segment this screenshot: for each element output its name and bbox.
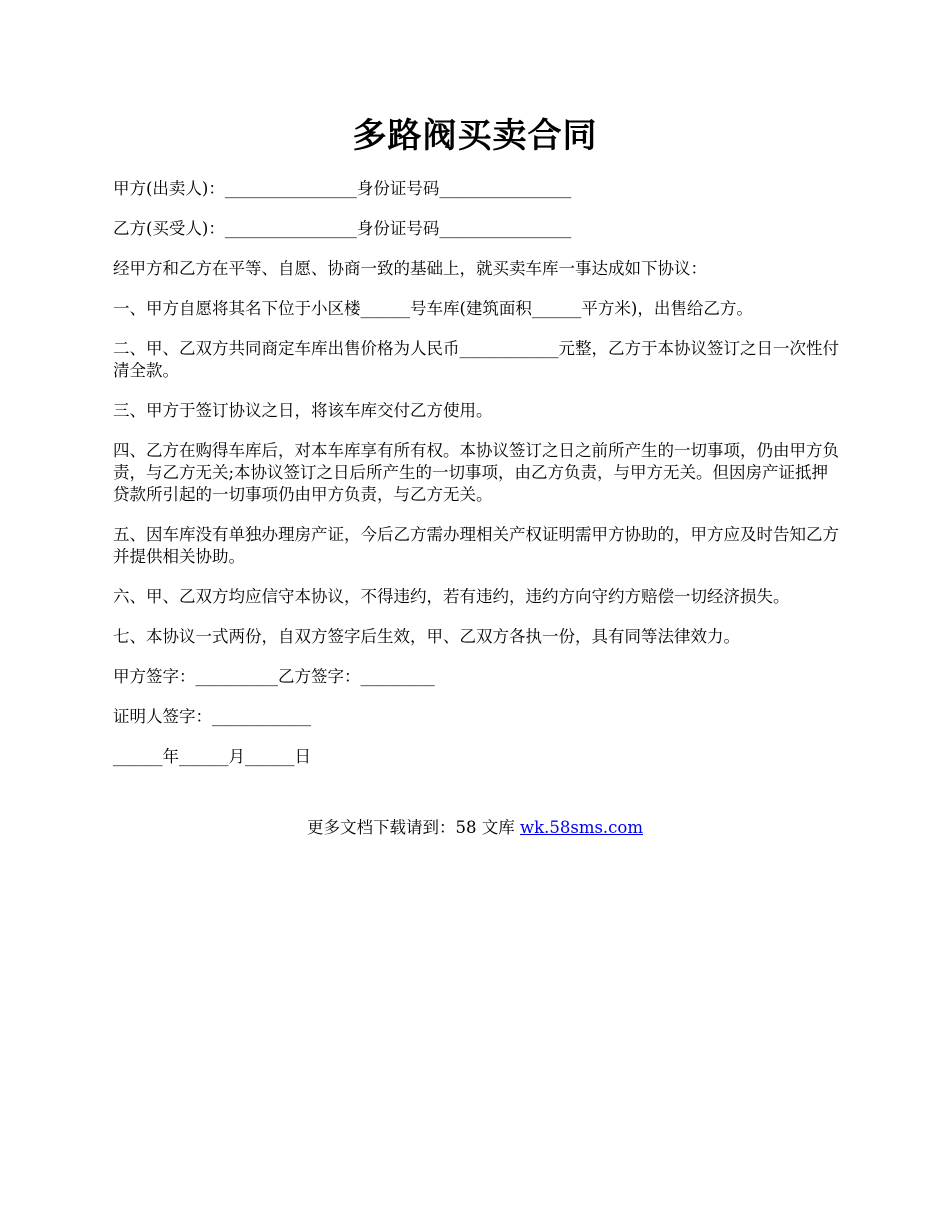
clause-7: 七、本协议一式两份，自双方签字后生效，甲、乙双方各执一份，具有同等法律效力。 — [113, 627, 740, 646]
clause-1: 一、甲方自愿将其名下位于小区楼______号车库(建筑面积______平方米)，出售给乙方。 — [113, 299, 753, 318]
footer-link[interactable]: wk.58sms.com — [519, 818, 643, 837]
clause-4: 四、乙方在购得车库后，对本车库享有所有权。本协议签订之日之前所产生的一切事项，仍由甲方负责，与乙方无关;本协议签订之日后所产生的一切事项，由乙方负责，与甲方无关。但因房产证抵押贷款所引起的一切事项仍由甲方负责，与乙方无关。 — [113, 441, 839, 504]
document-body — [113, 178, 841, 786]
clause-5: 五、因车库没有单独办理房产证，今后乙方需办理相关产权证明需甲方协助的，甲方应及时告知乙方并提供相关协助。 — [113, 525, 839, 566]
party-a-line: 甲方(出卖人)：________________身份证号码________________ — [113, 179, 572, 198]
witness-line: 证明人签字：____________ — [113, 707, 311, 726]
footer-text: 更多文档下载请到：58 文库 — [306, 818, 520, 837]
signature-line: 甲方签字：__________乙方签字：_________ — [113, 667, 435, 686]
intro-paragraph: 经甲方和乙方在平等、自愿、协商一致的基础上，就买卖车库一事达成如下协议： — [113, 259, 707, 278]
clause-2: 二、甲、乙双方共同商定车库出售价格为人民币____________元整，乙方于本协议签订之日一次性付清全款。 — [113, 339, 839, 380]
date-line: ______年______月______日 — [113, 747, 311, 766]
download-footer — [0, 817, 950, 839]
clause-3: 三、甲方于签订协议之日，将该车库交付乙方使用。 — [113, 401, 493, 420]
party-b-line: 乙方(买受人)：________________身份证号码________________ — [113, 219, 572, 238]
document-title: 多路阀买卖合同 — [352, 116, 598, 156]
clause-6: 六、甲、乙双方均应信守本协议，不得违约，若有违约，违约方向守约方赔偿一切经济损失。 — [113, 587, 790, 606]
